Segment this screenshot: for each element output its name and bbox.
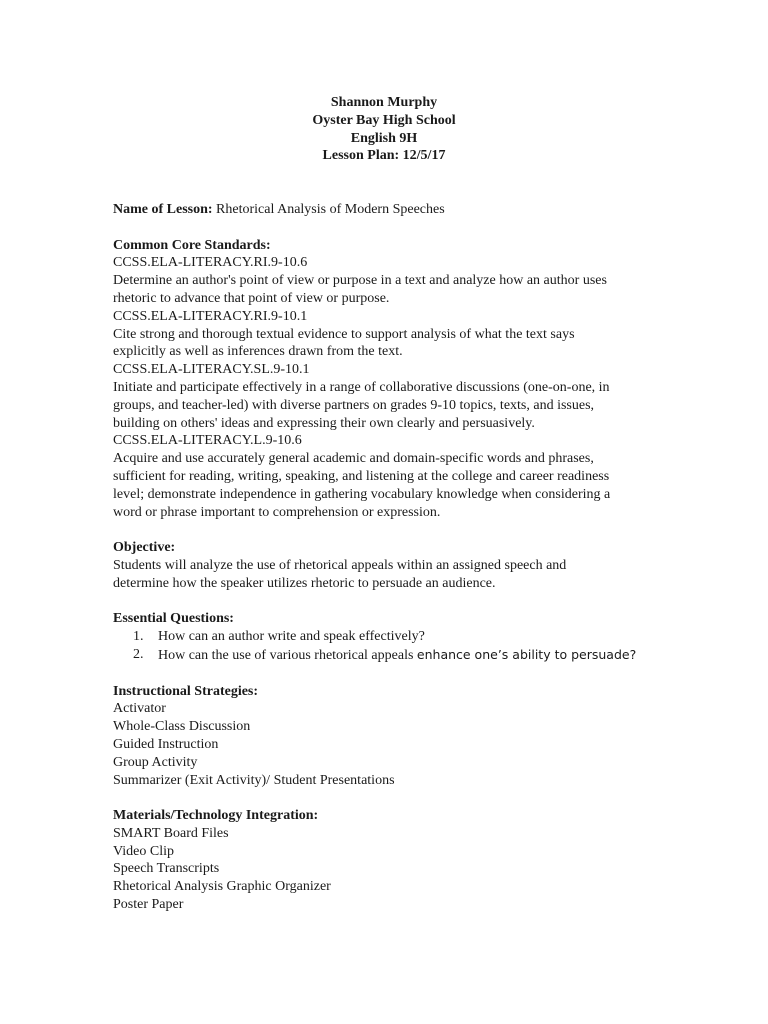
list-item-number: 1. [133, 629, 144, 645]
course-name: English 9H [350, 130, 418, 146]
list-item: Rhetorical Analysis Graphic Organizer [113, 879, 331, 895]
objective-heading: Objective: [113, 540, 176, 556]
standard-text-line: groups, and teacher-led) with diverse partners on grades 9-10 topics, texts, and issues, [113, 397, 595, 413]
list-item-text-tail: enhance one’s ability to persuade? [416, 646, 637, 662]
list-item [113, 646, 658, 665]
document-body [113, 201, 658, 914]
standard-code: CCSS.ELA-LITERACY.RI.9-10.1 [113, 308, 308, 324]
standard-text-line: Acquire and use accurately general academic and domain-specific words and phrases, [113, 451, 594, 467]
essential-questions-section [113, 610, 658, 664]
materials-section [113, 807, 658, 914]
list-item-text: How can the use of various rhetorical appeals [158, 647, 417, 663]
standard-text-line: word or phrase important to comprehension or expression. [113, 504, 441, 520]
author-name: Shannon Murphy [330, 95, 438, 110]
lesson-name-value: Rhetorical Analysis of Modern Speeches [216, 202, 445, 217]
list-item: Guided Instruction [113, 736, 219, 752]
standard-text-line: explicitly as well as inferences drawn from the text. [113, 344, 403, 360]
standards-heading: Common Core Standards: [113, 237, 271, 253]
list-item: Summarizer (Exit Activity)/ Student Presentations [113, 772, 395, 788]
list-item: Whole-Class Discussion [113, 719, 251, 735]
strategies-heading: Instructional Strategies: [113, 683, 259, 699]
list-item: Speech Transcripts [113, 861, 220, 877]
list-item: Activator [113, 701, 166, 717]
list-item: Poster Paper [113, 897, 184, 913]
standard-code: CCSS.ELA-LITERACY.SL.9-10.1 [113, 362, 310, 378]
standard-text-line: level; demonstrate independence in gathering vocabulary knowledge when considering a [113, 486, 611, 502]
standard-text-line: Determine an author's point of view or purpose in a text and analyze how an author uses [113, 273, 607, 289]
standard-code: CCSS.ELA-LITERACY.L.9-10.6 [113, 433, 302, 449]
list-item-number: 2. [133, 646, 144, 662]
standard-code: CCSS.ELA-LITERACY.RI.9-10.6 [113, 255, 308, 271]
materials-heading: Materials/Technology Integration: [113, 808, 319, 824]
standard-text-line: Cite strong and thorough textual evidence to support analysis of what the text says [113, 326, 575, 342]
school-name: Oyster Bay High School [312, 112, 456, 128]
list-item-text: How can an author write and speak effectively? [158, 629, 425, 645]
objective-text-line: Students will analyze the use of rhetorical appeals within an assigned speech and [113, 557, 567, 573]
document-header [0, 94, 768, 165]
list-item: Group Activity [113, 754, 198, 770]
lesson-name-line [113, 201, 658, 219]
lesson-name-label: Name of Lesson: [113, 202, 213, 217]
objective-text-line: determine how the speaker utilizes rhetoric to persuade an audience. [113, 575, 496, 591]
standard-text-line: sufficient for reading, writing, speaking, and listening at the college and career readiness [113, 468, 610, 484]
standards-section [113, 237, 658, 522]
essential-questions-list [113, 628, 658, 665]
strategies-section [113, 683, 658, 790]
list-item [113, 628, 658, 646]
lesson-plan-date: Lesson Plan: 12/5/17 [322, 148, 446, 164]
list-item: SMART Board Files [113, 825, 229, 841]
standard-text-line: Initiate and participate effectively in a range of collaborative discussions (one-on-one, in [113, 379, 610, 395]
standard-text-line: building on others' ideas and expressing their own clearly and persuasively. [113, 415, 535, 431]
essential-questions-heading: Essential Questions: [113, 611, 234, 627]
standard-text-line: rhetoric to advance that point of view or purpose. [113, 290, 390, 306]
objective-section [113, 539, 658, 592]
list-item: Video Clip [113, 843, 174, 859]
